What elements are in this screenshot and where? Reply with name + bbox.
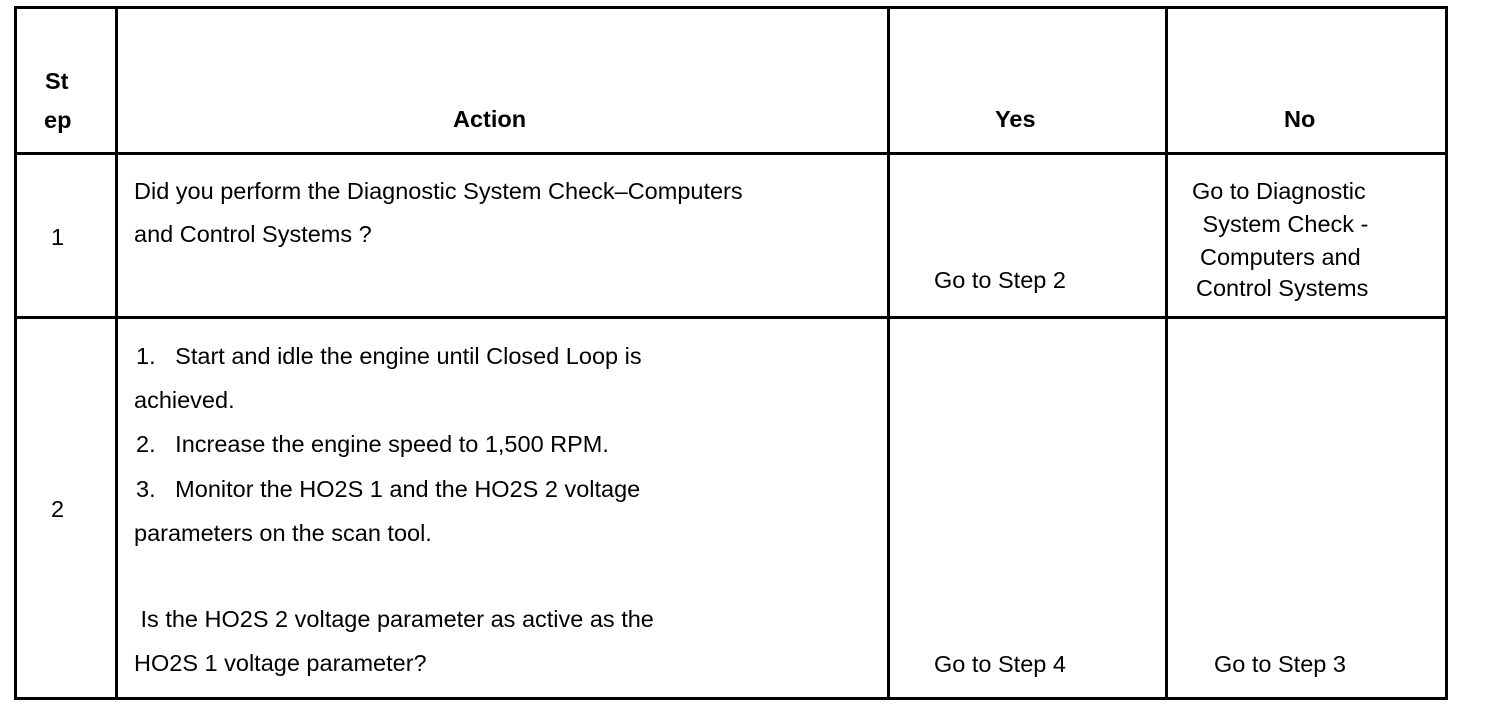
column-divider-yes-no [1165,6,1168,700]
action-text-line: 1. Start and idle the engine until Closed Loop is [136,343,642,369]
no-outcome-line: System Check - [1196,211,1369,237]
row-divider-row1 [14,316,1448,319]
action-text-line: and Control Systems ? [134,221,372,247]
column-divider-step-action [115,6,118,700]
action-text-line: 3. Monitor the HO2S 1 and the HO2S 2 voltage [136,476,641,502]
header-no: No [1284,106,1316,132]
action-question-line: HO2S 1 voltage parameter? [134,650,427,676]
no-outcome: Go to Step 3 [1214,651,1346,677]
action-text-line: achieved. [134,387,235,413]
action-text-line: Did you perform the Diagnostic System Check–Computers [134,178,743,204]
header-action: Action [453,106,527,132]
header-step-line1: St [45,68,69,94]
header-step-line2: ep [44,107,72,133]
no-outcome-line: Go to Diagnostic [1192,178,1366,204]
action-text-line: parameters on the scan tool. [134,520,432,546]
no-outcome-line: Computers and [1200,244,1361,270]
action-question-line: Is the HO2S 2 voltage parameter as active as the [134,606,654,632]
action-text-line: 2. Increase the engine speed to 1,500 RPM. [136,431,609,457]
row-divider-header [14,152,1448,155]
no-outcome-line: Control Systems [1196,275,1369,301]
header-yes: Yes [995,106,1036,132]
column-divider-action-yes [887,6,890,700]
step-number: 1 [51,224,65,250]
step-number: 2 [51,496,65,522]
yes-outcome: Go to Step 4 [934,651,1066,677]
yes-outcome: Go to Step 2 [934,267,1066,293]
